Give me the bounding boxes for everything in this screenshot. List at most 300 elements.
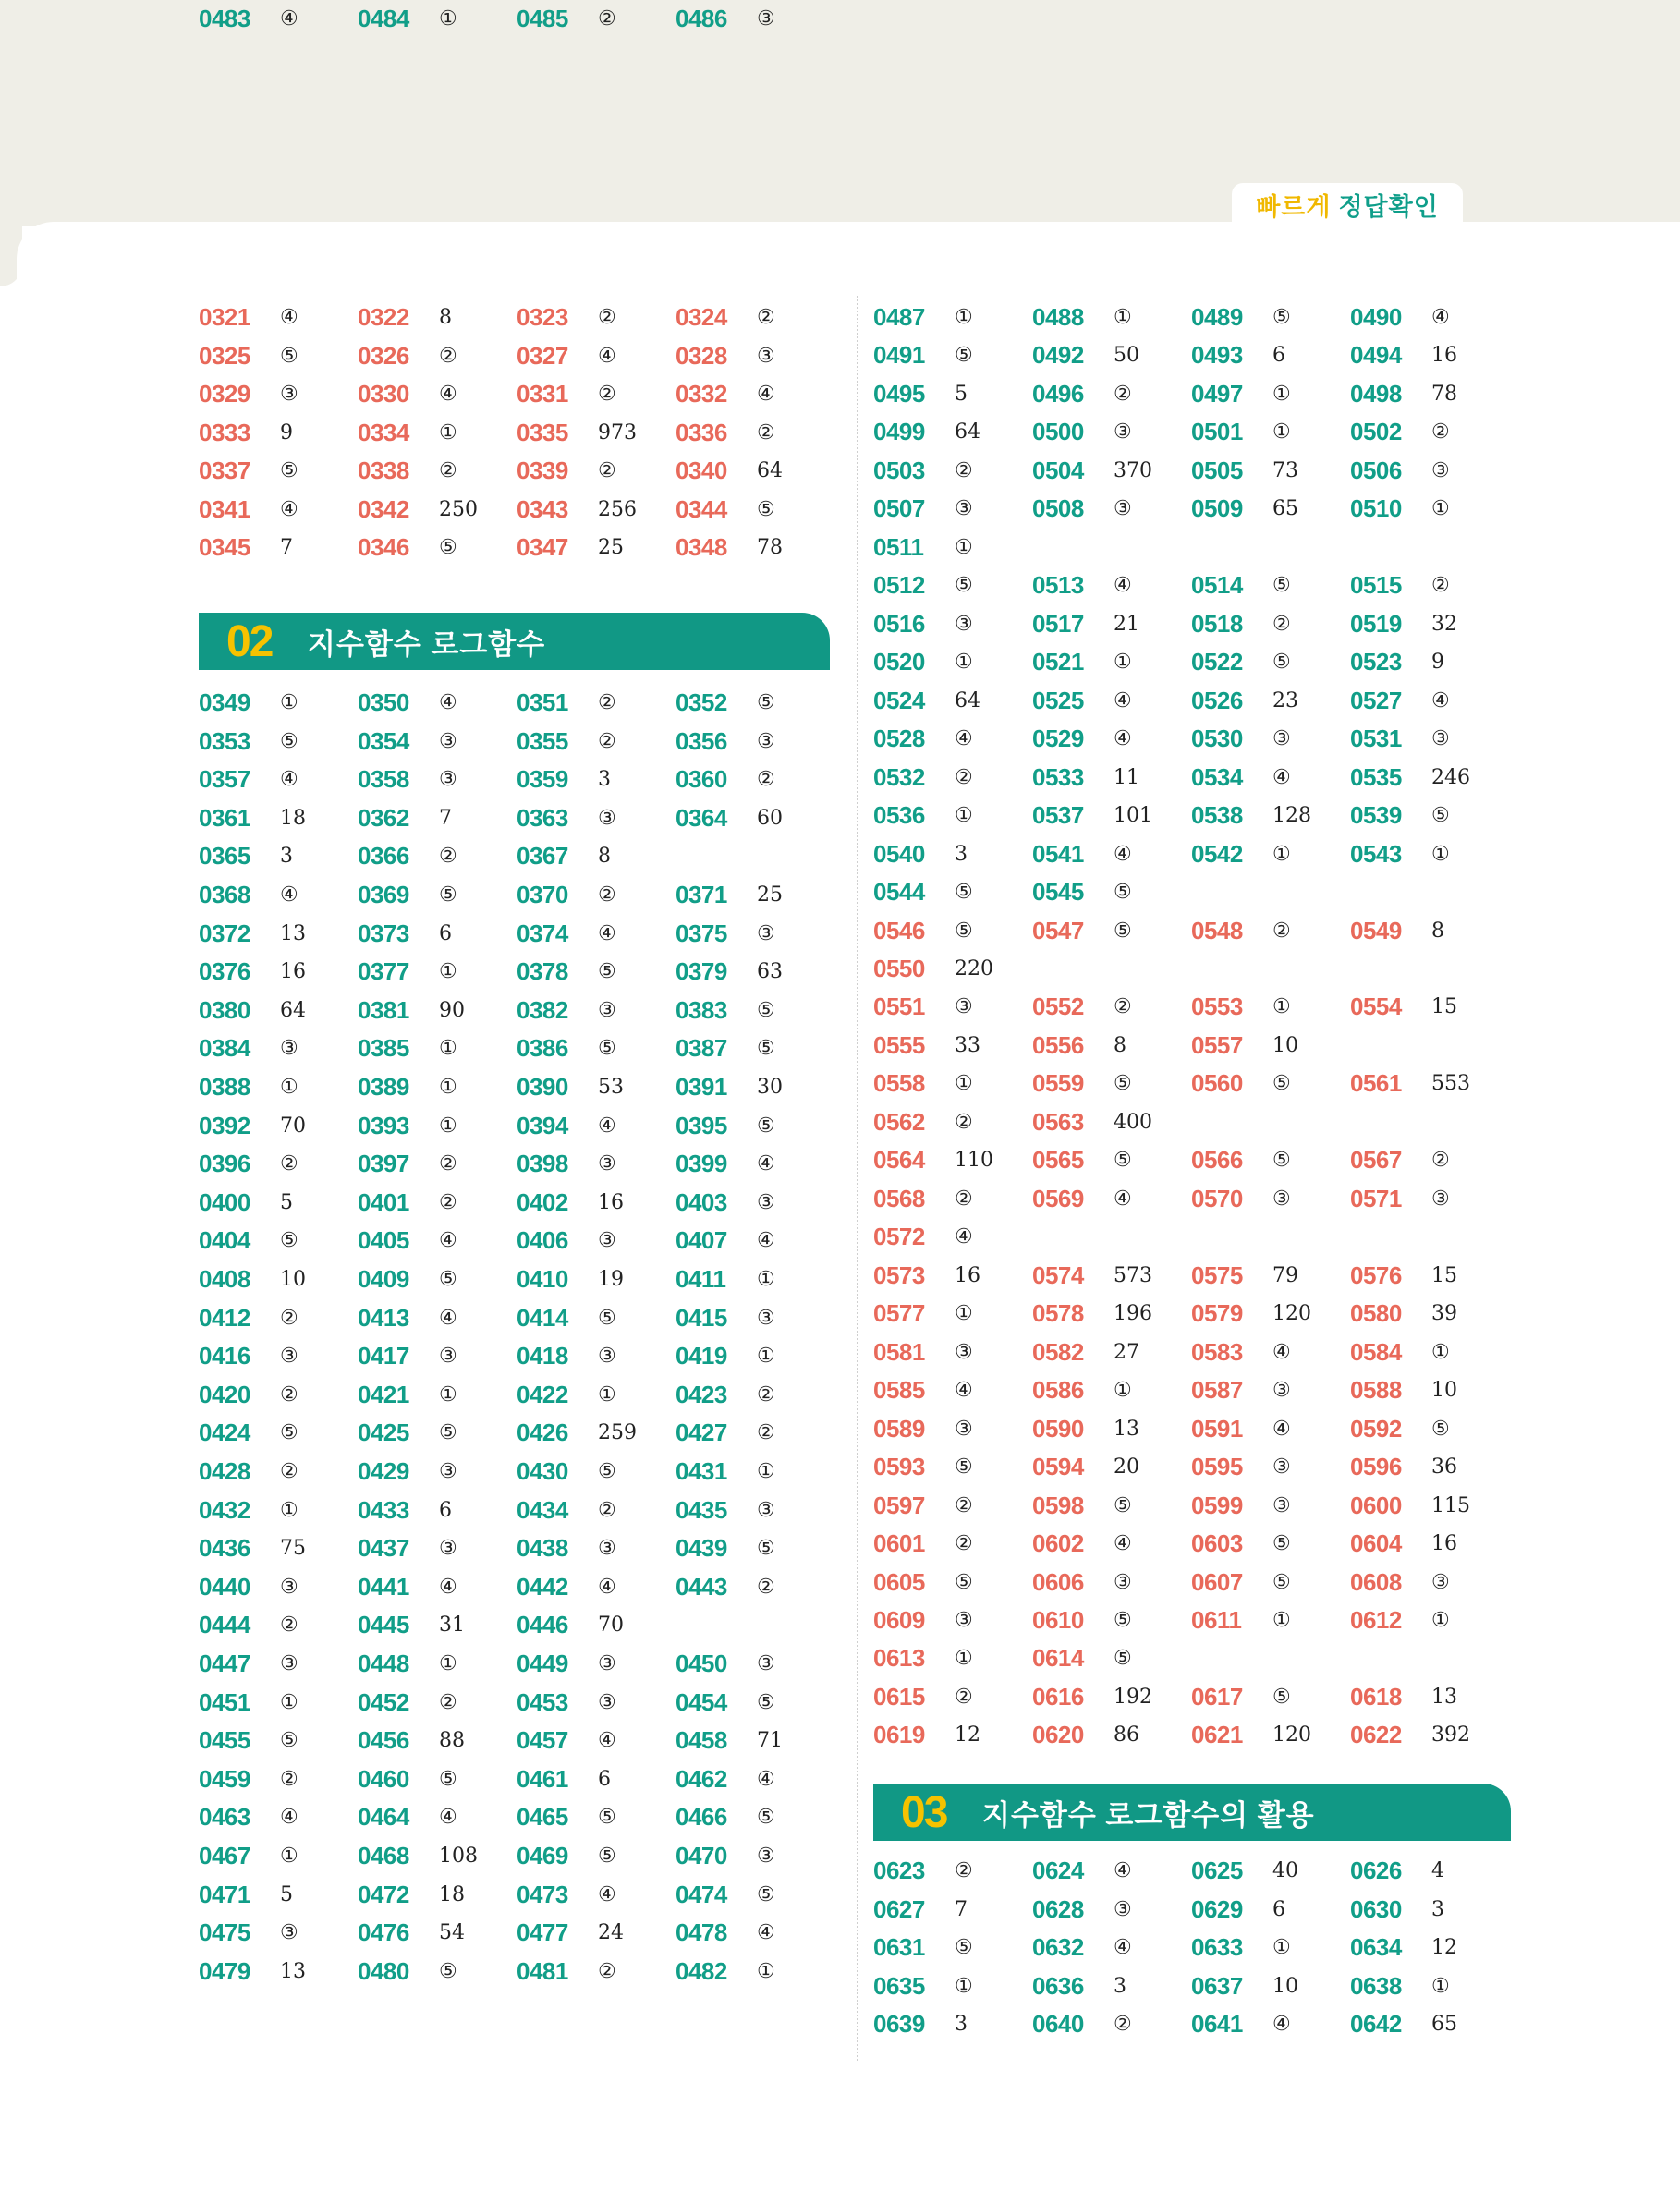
- answer-cell: [1191, 1027, 1298, 1065]
- answer-row: [873, 720, 1520, 758]
- problem-number: 0486: [676, 5, 727, 32]
- answer-cell: [358, 723, 457, 761]
- answer-value: ③: [757, 1845, 775, 1868]
- problem-number: 0367: [517, 842, 568, 871]
- answer-row: [199, 1029, 846, 1067]
- problem-number: 0434: [517, 1495, 568, 1524]
- answer-cell: [1350, 1180, 1450, 1218]
- problem-number: 0358: [358, 765, 409, 794]
- answer-cell: [199, 1414, 298, 1452]
- answer-cell: [199, 1337, 298, 1375]
- answer-cell: [676, 1376, 775, 1414]
- problem-number: 0521: [1032, 648, 1084, 676]
- problem-number: 0384: [199, 1034, 250, 1063]
- problem-number: 0433: [358, 1495, 409, 1524]
- problem-number: 0340: [676, 457, 727, 484]
- answer-value: ⑤: [1431, 804, 1450, 828]
- answer-row: [873, 1448, 1520, 1486]
- answer-value: ②: [280, 1767, 298, 1791]
- answer-cell: [873, 1257, 980, 1295]
- problem-number: 0365: [199, 842, 250, 871]
- answer-value: 32: [1431, 612, 1457, 636]
- answer-cell: [358, 0, 457, 38]
- answer-row: [873, 912, 1520, 950]
- answer-cell: [676, 1222, 775, 1260]
- answer-value: ③: [1272, 1187, 1291, 1211]
- problem-number: 0424: [199, 1419, 250, 1447]
- answer-value: ④: [757, 1152, 775, 1176]
- problem-number: 0463: [199, 1803, 250, 1832]
- answer-value: ⑤: [1272, 651, 1291, 675]
- problem-number: 0533: [1032, 762, 1084, 791]
- answer-cell: [199, 1453, 298, 1491]
- problem-number: 0409: [358, 1265, 409, 1293]
- answer-cell: [1350, 1564, 1450, 1601]
- answer-row: [873, 375, 1520, 413]
- answer-cell: [358, 1837, 478, 1875]
- answer-value: ⑤: [439, 1959, 457, 1983]
- answer-value: ⑤: [1114, 1072, 1132, 1096]
- answer-value: ④: [1431, 306, 1450, 329]
- answer-value: ④: [439, 1306, 457, 1330]
- answer-cell: [1350, 566, 1450, 604]
- answer-cell: [1032, 1295, 1152, 1333]
- answer-value: ⑤: [598, 1806, 616, 1830]
- problem-number: 0633: [1191, 1933, 1243, 1961]
- answer-cell: [199, 337, 298, 375]
- answer-value: ①: [439, 1114, 457, 1138]
- answer-cell: [517, 1568, 616, 1606]
- answer-value: ④: [439, 691, 457, 714]
- answer-cell: [1191, 375, 1291, 413]
- problem-number: 0337: [199, 457, 250, 484]
- answer-row: [199, 1184, 846, 1222]
- answer-value: 120: [1272, 1723, 1311, 1747]
- problem-number: 0504: [1032, 456, 1084, 484]
- answer-cell: [873, 1716, 980, 1754]
- answer-value: ①: [439, 1037, 457, 1061]
- answer-value: 6: [439, 1498, 452, 1522]
- answer-cell: [676, 953, 783, 991]
- answer-value: 256: [598, 497, 637, 521]
- answer-cell: [873, 643, 973, 681]
- problem-number: 0468: [358, 1842, 409, 1869]
- answer-value: ⑤: [598, 1845, 616, 1868]
- answer-cell: [1350, 682, 1450, 720]
- answer-cell: [1032, 797, 1152, 834]
- problem-number: 0587: [1191, 1376, 1243, 1405]
- answer-cell: [199, 1184, 293, 1222]
- answer-row: [873, 1852, 1520, 1890]
- answer-value: ③: [757, 344, 775, 368]
- answer-value: ②: [598, 1498, 616, 1522]
- problem-number: 0589: [873, 1414, 925, 1443]
- problem-number: 0425: [358, 1419, 409, 1447]
- answer-value: ①: [955, 1974, 973, 1998]
- answer-value: ③: [1272, 1455, 1291, 1479]
- problem-number: 0454: [676, 1687, 727, 1716]
- answer-value: 78: [1431, 382, 1457, 406]
- problem-number: 0545: [1032, 878, 1084, 907]
- problem-number: 0391: [676, 1073, 727, 1101]
- answer-value: ④: [439, 383, 457, 406]
- problem-number: 0479: [199, 1956, 250, 1985]
- answer-cell: [517, 1798, 616, 1836]
- answer-row: [873, 2005, 1520, 2043]
- answer-cell: [1191, 797, 1311, 834]
- answer-value: 24: [598, 1921, 624, 1945]
- header-tab: [1232, 183, 1463, 226]
- answer-cell: [517, 337, 616, 375]
- answer-value: ③: [1272, 1493, 1291, 1517]
- answer-value: ②: [439, 1152, 457, 1176]
- answer-value: 39: [1431, 1302, 1457, 1326]
- problem-number: 0321: [199, 303, 250, 331]
- problem-number: 0489: [1191, 303, 1243, 331]
- problem-number: 0537: [1032, 801, 1084, 830]
- problem-number: 0573: [873, 1260, 925, 1289]
- problem-number: 0641: [1191, 2010, 1243, 2038]
- answer-cell: [199, 1222, 298, 1260]
- answer-value: ③: [1114, 1897, 1132, 1921]
- answer-cell: [1350, 1448, 1457, 1486]
- problem-number: 0511: [873, 532, 924, 561]
- problem-number: 0458: [676, 1726, 727, 1755]
- problem-number: 0552: [1032, 992, 1084, 1021]
- answer-value: ④: [955, 1379, 973, 1403]
- answer-row: [199, 1914, 846, 1952]
- answer-value: ②: [955, 1493, 973, 1517]
- problem-number: 0635: [873, 1971, 925, 2000]
- answer-row: [199, 761, 846, 798]
- answer-value: 101: [1114, 804, 1152, 828]
- problem-number: 0322: [358, 303, 409, 331]
- answer-cell: [358, 1953, 457, 1991]
- answer-cell: [676, 452, 783, 490]
- answer-value: ①: [955, 306, 973, 329]
- answer-cell: [358, 1453, 457, 1491]
- answer-cell: [1032, 566, 1132, 604]
- answer-value: ③: [757, 1190, 775, 1214]
- answer-row: [199, 1837, 846, 1875]
- problem-number: 0376: [199, 957, 250, 986]
- answer-cell: [517, 1760, 611, 1798]
- answer-row: [873, 988, 1520, 1026]
- problem-number: 0547: [1032, 916, 1084, 944]
- answer-cell: [1350, 1257, 1457, 1295]
- problem-number: 0387: [676, 1034, 727, 1063]
- answer-cell: [676, 799, 783, 837]
- answer-cell: [873, 1601, 973, 1639]
- answer-cell: [517, 1684, 616, 1722]
- answer-value: 3: [1431, 1897, 1444, 1921]
- answer-value: ③: [598, 806, 616, 830]
- answer-value: ②: [757, 768, 775, 792]
- problem-number: 0446: [517, 1611, 568, 1639]
- answer-cell: [358, 491, 478, 529]
- answer-value: ①: [1272, 420, 1291, 444]
- answer-cell: [676, 1107, 775, 1145]
- answer-cell: [1032, 1564, 1132, 1601]
- problem-number: 0582: [1032, 1337, 1084, 1366]
- problem-number: 0620: [1032, 1721, 1084, 1749]
- answer-value: ③: [439, 1460, 457, 1483]
- answer-value: ⑤: [955, 881, 973, 905]
- problem-number: 0475: [199, 1918, 250, 1947]
- answer-value: ⑤: [1272, 1149, 1291, 1173]
- answer-value: 15: [1431, 1263, 1457, 1287]
- problem-number: 0349: [199, 688, 250, 716]
- answer-cell: [1191, 1891, 1285, 1929]
- answer-value: 60: [757, 806, 783, 830]
- problem-number: 0397: [358, 1150, 409, 1178]
- answer-cell: [358, 1798, 457, 1836]
- answer-value: 110: [955, 1149, 993, 1173]
- answer-value: 86: [1114, 1723, 1139, 1747]
- answer-value: 75: [280, 1537, 306, 1561]
- problem-number: 0366: [358, 842, 409, 871]
- problem-number: 0557: [1191, 1030, 1243, 1059]
- problem-number: 0483: [199, 5, 250, 32]
- answer-cell: [676, 1684, 775, 1722]
- answer-value: 220: [955, 956, 993, 980]
- answer-cell: [1032, 1103, 1152, 1141]
- answer-row: [199, 375, 846, 413]
- answer-value: ⑤: [757, 1114, 775, 1138]
- answer-cell: [517, 876, 616, 914]
- problem-number: 0482: [676, 1956, 727, 1985]
- problem-number: 0515: [1350, 571, 1402, 600]
- answer-value: ①: [1431, 1974, 1450, 1998]
- problem-number: 0581: [873, 1337, 925, 1366]
- answer-value: ④: [955, 1225, 973, 1249]
- answer-value: ⑤: [955, 1455, 973, 1479]
- problem-number: 0592: [1350, 1414, 1402, 1443]
- problem-number: 0527: [1350, 686, 1402, 714]
- problem-number: 0375: [676, 919, 727, 947]
- answer-value: ⑤: [955, 344, 973, 368]
- answer-cell: [1350, 452, 1450, 490]
- answer-row: [873, 413, 1520, 451]
- answer-cell: [1350, 1141, 1450, 1179]
- answer-value: ④: [1114, 688, 1132, 712]
- answer-row: [873, 873, 1520, 911]
- problem-number: 0596: [1350, 1453, 1402, 1481]
- answer-cell: [358, 1376, 457, 1414]
- problem-number: 0374: [517, 919, 568, 947]
- problem-number: 0488: [1032, 303, 1084, 331]
- answer-cell: [676, 876, 783, 914]
- problem-number: 0401: [358, 1187, 409, 1216]
- answer-row: [873, 1065, 1520, 1102]
- answer-value: ③: [955, 612, 973, 636]
- answer-value: ③: [280, 1921, 298, 1945]
- answer-value: ⑤: [1114, 1647, 1132, 1671]
- problem-number: 0548: [1191, 916, 1243, 944]
- problem-number: 0632: [1032, 1933, 1084, 1961]
- answer-cell: [517, 298, 616, 336]
- answer-cell: [358, 915, 452, 953]
- problem-number: 0503: [873, 456, 925, 484]
- problem-number: 0563: [1032, 1107, 1084, 1136]
- answer-cell: [873, 298, 973, 336]
- answer-cell: [873, 413, 980, 451]
- answer-cell: [358, 1492, 452, 1529]
- answer-cell: [1032, 490, 1132, 528]
- answer-value: 120: [1272, 1302, 1311, 1326]
- answer-cell: [676, 761, 775, 798]
- problem-number: 0428: [199, 1457, 250, 1485]
- answer-cell: [1350, 720, 1450, 758]
- problem-number: 0339: [517, 457, 568, 484]
- answer-cell: [517, 1876, 616, 1914]
- problem-number: 0379: [676, 957, 727, 986]
- problem-number: 0604: [1350, 1529, 1402, 1558]
- problem-number: 0471: [199, 1880, 250, 1908]
- problem-number: 0512: [873, 571, 925, 600]
- answer-value: ②: [598, 459, 616, 482]
- answer-value: 78: [757, 536, 783, 559]
- answer-value: 9: [280, 420, 293, 444]
- answer-cell: [873, 1891, 968, 1929]
- answer-row: [199, 337, 846, 375]
- problem-number: 0464: [358, 1803, 409, 1832]
- answer-value: ②: [598, 883, 616, 907]
- answer-value: ①: [280, 1845, 298, 1868]
- answer-value: 3: [955, 842, 968, 866]
- problem-number: 0583: [1191, 1337, 1243, 1366]
- answer-value: ⑤: [280, 1229, 298, 1253]
- problem-number: 0612: [1350, 1605, 1402, 1634]
- answer-cell: [1032, 912, 1132, 950]
- answer-cell: [358, 1876, 465, 1914]
- answer-value: ⑤: [1114, 919, 1132, 943]
- answer-row: [873, 1410, 1520, 1448]
- answer-cell: [676, 375, 775, 413]
- problem-number: 0543: [1350, 839, 1402, 868]
- answer-value: 3: [280, 845, 293, 869]
- answer-value: ④: [598, 1114, 616, 1138]
- answer-row: [199, 1606, 846, 1644]
- problem-number: 0550: [873, 954, 925, 982]
- answer-cell: [199, 375, 298, 413]
- problem-number: 0570: [1191, 1184, 1243, 1212]
- problem-number: 0614: [1032, 1644, 1084, 1673]
- answer-value: ③: [1272, 1379, 1291, 1403]
- answer-cell: [1191, 643, 1291, 681]
- problem-number: 0626: [1350, 1857, 1402, 1884]
- answer-value: 3: [1114, 1974, 1126, 1998]
- problem-number: 0426: [517, 1419, 568, 1447]
- answer-cell: [1191, 682, 1298, 720]
- answer-value: ③: [598, 1229, 616, 1253]
- answer-value: ①: [439, 7, 457, 30]
- answer-row: [199, 1722, 846, 1760]
- problem-number: 0622: [1350, 1721, 1402, 1749]
- answer-row: [873, 759, 1520, 797]
- answer-value: ④: [280, 497, 298, 521]
- answer-cell: [199, 1107, 306, 1145]
- answer-row: [873, 1601, 1520, 1639]
- answer-value: ③: [757, 921, 775, 945]
- answer-value: 64: [280, 998, 306, 1022]
- answer-value: 8: [598, 845, 611, 869]
- problem-number: 0476: [358, 1918, 409, 1947]
- answer-value: 115: [1431, 1493, 1470, 1517]
- problem-number: 0469: [517, 1842, 568, 1869]
- problem-number: 0629: [1191, 1894, 1243, 1923]
- problem-number: 0586: [1032, 1376, 1084, 1405]
- answer-value: ①: [1272, 842, 1291, 866]
- answer-row: [873, 1967, 1520, 2005]
- answer-cell: [199, 1914, 298, 1952]
- answer-value: 16: [1431, 344, 1457, 368]
- answer-row: [199, 1492, 846, 1529]
- problem-number: 0507: [873, 494, 925, 523]
- problem-number: 0575: [1191, 1260, 1243, 1289]
- answer-cell: [199, 684, 298, 722]
- answer-row: [873, 1525, 1520, 1563]
- answer-cell: [1350, 2005, 1457, 2043]
- answer-value: ⑤: [1114, 881, 1132, 905]
- answer-cell: [1191, 1295, 1311, 1333]
- problem-number: 0347: [517, 533, 568, 561]
- problem-number: 0470: [676, 1842, 727, 1869]
- answer-cell: [873, 950, 993, 988]
- section-banner-03: [873, 1784, 1511, 1841]
- problem-number: 0546: [873, 916, 925, 944]
- answer-cell: [1032, 759, 1139, 797]
- answer-cell: [199, 1068, 298, 1106]
- problem-number: 0396: [199, 1150, 250, 1178]
- answer-value: ②: [757, 420, 775, 444]
- problem-number: 0372: [199, 919, 250, 947]
- answer-cell: [358, 1107, 457, 1145]
- answer-cell: [199, 1606, 298, 1644]
- answer-value: ⑤: [1272, 1532, 1291, 1556]
- answer-value: ②: [598, 691, 616, 714]
- answer-cell: [517, 1145, 616, 1183]
- answer-value: ④: [1431, 688, 1450, 712]
- answer-cell: [1191, 1257, 1298, 1295]
- answer-value: ⑤: [439, 1268, 457, 1291]
- answer-value: ④: [598, 344, 616, 368]
- answer-value: ④: [598, 921, 616, 945]
- answer-cell: [358, 1914, 465, 1952]
- answer-cell: [517, 953, 616, 991]
- answer-value: 10: [280, 1268, 306, 1291]
- answer-value: 6: [439, 921, 452, 945]
- answer-cell: [873, 605, 973, 643]
- answer-cell: [517, 1222, 616, 1260]
- answer-cell: [517, 1029, 616, 1067]
- answer-value: ④: [757, 1229, 775, 1253]
- answer-value: 15: [1431, 995, 1457, 1019]
- answer-value: ①: [1272, 382, 1291, 406]
- problem-number: 0444: [199, 1611, 250, 1639]
- problem-number: 0350: [358, 688, 409, 716]
- problem-number: 0562: [873, 1107, 925, 1136]
- answer-value: 4: [1431, 1859, 1444, 1882]
- answer-cell: [517, 915, 616, 953]
- answer-value: ②: [1272, 919, 1291, 943]
- problem-number: 0566: [1191, 1146, 1243, 1175]
- problem-number: 0628: [1032, 1894, 1084, 1923]
- answer-cell: [676, 337, 775, 375]
- answer-cell: [873, 759, 973, 797]
- answer-cell: [1191, 1410, 1291, 1448]
- answer-cell: [873, 682, 980, 720]
